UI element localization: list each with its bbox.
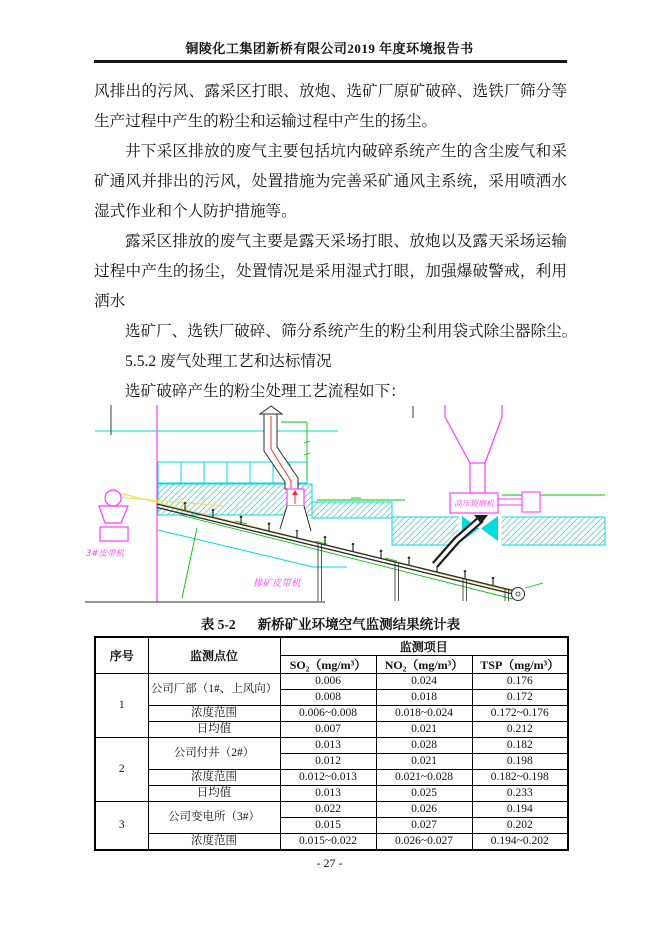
text-line: 选矿破碎产生的粉尘处理工艺流程如下：	[125, 383, 406, 400]
cell-range-value: 0.015~0.022	[280, 834, 376, 850]
cell-value: 0.022	[280, 802, 376, 818]
col-header-project: 监测项目	[280, 637, 568, 656]
text-line: 井下采区排放的废气主要包括坑内破碎系统产生的含尘废气和采	[125, 143, 567, 160]
feed-hopper	[445, 405, 502, 493]
table-caption	[94, 613, 567, 633]
exhaust-duct	[264, 414, 298, 489]
stack-cap	[260, 406, 282, 414]
cell-daily-value: 0.233	[472, 786, 568, 802]
table-row	[95, 738, 568, 754]
cell-value: 0.202	[472, 818, 568, 834]
air-monitoring-table	[94, 636, 569, 851]
cell-seq: 1	[95, 674, 148, 738]
text-line: 生产过程中产生的粉尘和运输过程中产生的扬尘。	[94, 113, 438, 130]
belt-supports	[318, 543, 509, 601]
report-header-title: 铜陵化工集团新桥有限公司2019 年度环境报告书	[185, 41, 474, 56]
feeder-wheel	[105, 490, 121, 506]
text-line: 选矿厂、选铁厂破碎、筛分系统产生的粉尘利用袋式除尘器除尘。	[125, 323, 578, 340]
table-row	[95, 786, 568, 802]
belt-pulley	[512, 588, 525, 601]
cell-range-value: 0.194~0.202	[472, 834, 568, 850]
text-line: 风排出的污风、露采区打眼、放炮、选矿厂原矿破碎、选铁厂筛分等	[94, 83, 567, 100]
cell-point: 公司厂部（1#、上风向）	[148, 674, 280, 706]
cell-value: 0.176	[472, 674, 568, 690]
cell-value: 0.013	[280, 738, 376, 754]
cell-value: 0.024	[376, 674, 472, 690]
page-number: - 27 -	[316, 856, 343, 870]
cell-value: 0.172	[472, 690, 568, 706]
text-line: 过程中产生的扬尘，处置情况是采用湿式打眼，加强爆破警戒，利用	[94, 263, 567, 280]
feeder-body	[99, 506, 128, 523]
table-caption-title: 新桥矿业环境空气监测结果统计表	[257, 617, 461, 632]
cell-range-value: 0.012~0.013	[280, 770, 376, 786]
cell-range-value: 0.172~0.176	[472, 706, 568, 722]
cell-daily-value: 0.025	[376, 786, 472, 802]
cell-range-value: 0.018~0.024	[376, 706, 472, 722]
cell-point: 公司变电所（3#）	[148, 802, 280, 834]
col-header-tsp: TSP（mg/m³）	[472, 656, 568, 674]
text-line: 矿通风并排出的污风，处置措施为完善采矿通风主系统，采用喷洒水	[94, 173, 567, 190]
table-row	[95, 802, 568, 818]
cell-value: 0.027	[376, 818, 472, 834]
col-header-seq: 序号	[95, 637, 148, 674]
belt3-label: 3#皮带机	[86, 549, 125, 559]
discharge-belt-label: 排矿皮带机	[253, 578, 301, 589]
col-header-no2: NO₂（mg/m³）	[376, 656, 472, 674]
text-line: 洒水	[94, 293, 126, 310]
cell-range-value: 0.021~0.028	[376, 770, 472, 786]
cell-range-value: 0.026~0.027	[376, 834, 472, 850]
cell-value: 0.021	[376, 754, 472, 770]
cell-value: 0.018	[376, 690, 472, 706]
cell-value: 0.182	[472, 738, 568, 754]
cell-range-label: 浓度范围	[148, 770, 280, 786]
cell-value: 0.008	[280, 690, 376, 706]
table-row	[95, 722, 568, 738]
col-header-point: 监测点位	[148, 637, 280, 674]
cell-value: 0.012	[280, 754, 376, 770]
cell-range-label: 浓度范围	[148, 834, 280, 850]
hatched-slab-mid	[312, 502, 392, 518]
cell-daily-value: 0.212	[472, 722, 568, 738]
body-text	[94, 77, 578, 407]
text-line: 湿式作业和个人防护措施等。	[94, 203, 297, 220]
mill-label: 高压辊磨机	[454, 499, 494, 508]
text-line: 5.5.2 废气处理工艺和达标情况	[125, 353, 332, 370]
cell-seq: 2	[95, 738, 148, 802]
feeder-base	[100, 527, 128, 541]
table-row	[95, 674, 568, 690]
cell-daily-label: 日均值	[148, 722, 280, 738]
cad-drawing	[85, 405, 607, 617]
cell-range-value: 0.182~0.198	[472, 770, 568, 786]
cell-value: 0.015	[280, 818, 376, 834]
cell-value: 0.006	[280, 674, 376, 690]
col-header-so2: SO₂（mg/m³）	[280, 656, 376, 674]
cell-value: 0.028	[376, 738, 472, 754]
cell-value: 0.194	[472, 802, 568, 818]
cell-daily-value: 0.021	[376, 722, 472, 738]
cell-range-label: 浓度范围	[148, 706, 280, 722]
dust-treatment-process-diagram	[85, 405, 607, 617]
pit-boundary	[158, 530, 347, 567]
cell-daily-label: 日均值	[148, 786, 280, 802]
cell-value: 0.198	[472, 754, 568, 770]
cell-daily-value: 0.007	[280, 722, 376, 738]
cell-seq: 3	[95, 802, 148, 850]
text-line: 露采区排放的废气主要是露天采场打眼、放炮以及露天采场运输	[125, 233, 567, 250]
header-rule	[94, 60, 567, 63]
cell-point: 公司付井（2#）	[148, 738, 280, 770]
table-row	[95, 834, 568, 850]
cell-daily-value: 0.013	[280, 786, 376, 802]
table-row	[95, 706, 568, 722]
table-row	[95, 770, 568, 786]
cell-value: 0.026	[376, 802, 472, 818]
cell-range-value: 0.006~0.008	[280, 706, 376, 722]
table-caption-label: 表 5-2	[200, 617, 236, 632]
